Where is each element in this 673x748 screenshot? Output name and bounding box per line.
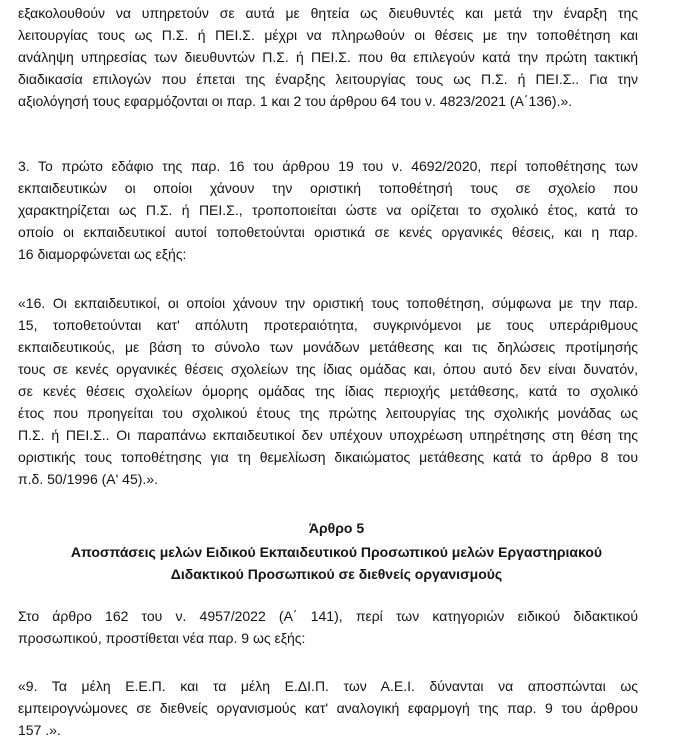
article-heading	[0, 517, 673, 539]
text-line: προσωπικού, προστίθεται νέα παρ. 9 ως εξής:	[18, 630, 306, 646]
text-line: «9. Τα μέλη Ε.Ε.Π. και τα μέλη Ε.ΔΙ.Π. των Α.Ε.Ι. δύνανται να αποσπώνται ως	[18, 678, 638, 694]
article-title-line: Διδακτικού Προσωπικού σε διεθνείς οργανισμούς	[170, 566, 503, 582]
text-line: Π.Σ. ή ΠΕΙ.Σ.. Οι παραπάνω εκπαιδευτικοί δεν υπέχουν υποχρέωση υπηρέτησης στη θέση της	[18, 427, 638, 443]
text-line: 157 .».	[18, 722, 61, 738]
paragraph-9-quote	[18, 675, 638, 741]
text-line: οποίο οι εκπαιδευτικοί αυτοί τοποθετούνται οριστικά σε κενές οργανικές θέσεις, και η παρ.	[18, 224, 638, 240]
paragraph-intro	[18, 2, 638, 112]
text-line: αξιολόγησή τους εφαρμόζονται οι παρ. 1 και 2 του άρθρου 64 του ν. 4823/2021 (Α΄136).».	[18, 93, 573, 109]
text-line: π.δ. 50/1996 (Α' 45).».	[18, 471, 158, 487]
text-line: «16. Οι εκπαιδευτικοί, οι οποίοι χάνουν την οριστική τους τοποθέτηση, σύμφωνα με την παρ.	[18, 295, 638, 311]
text-line: χαρακτηρίζεται ως Π.Σ. ή ΠΕΙ.Σ., τροποποιείται ώστε να ορίζεται το σχολικό έτος, κατά το	[18, 202, 638, 218]
paragraph-article-5	[18, 605, 638, 649]
text-line: 16 διαμορφώνεται ως εξής:	[18, 246, 187, 262]
text-line: τους σε κενές οργανικές θέσεις σχολείων της ίδιας ομάδας και, όπου αυτό δεν είναι δυνατόν,	[18, 361, 638, 377]
article-number: Άρθρο 5	[308, 520, 365, 536]
article-title	[0, 541, 673, 585]
text-line: διαδικασία επιλογών που έπεται της έναρξης λειτουργίας τους ως Π.Σ. ή ΠΕΙ.Σ.. Για την	[18, 71, 638, 87]
text-line: εκπαιδευτικούς, με βάση το σύνολο των μονάδων μετάθεσης και τις δηλώσεις προτίμησής	[18, 339, 638, 355]
paragraph-16-quote	[18, 292, 638, 490]
text-line: 3. Το πρώτο εδάφιο της παρ. 16 του άρθρου 19 του ν. 4692/2020, περί τοποθέτησης των	[18, 158, 638, 174]
article-title-line: Αποσπάσεις μελών Ειδικού Εκπαιδευτικού Προσωπικού μελών Εργαστηριακού	[70, 544, 603, 560]
paragraph-3	[18, 155, 638, 265]
text-line: έτος που προηγείται του σχολικού έτους της πρώτης λειτουργίας της σχολικής μονάδας ως	[18, 405, 638, 421]
text-line: εμπειρογνώμονες σε διεθνείς οργανισμούς κατ' αναλογική εφαρμογή της παρ. 9 του άρθρου	[18, 700, 638, 716]
text-line: οριστικής τους τοποθέτησης για τη θεμελίωση δικαιώματος μετάθεσης κατά το άρθρο 8 του	[18, 449, 638, 465]
text-line: εξακολουθούν να υπηρετούν σε αυτά με θητεία ως διευθυντές και μετά την έναρξη της	[18, 5, 638, 21]
text-line: Στο άρθρο 162 του ν. 4957/2022 (Α΄ 141), περί των κατηγοριών ειδικού διδακτικού	[18, 608, 638, 624]
text-line: ανάληψη υπηρεσίας των διευθυντών Π.Σ. ή ΠΕΙ.Σ. που θα επιλεγούν κατά την πρώτη τακτική	[18, 49, 638, 65]
text-line: εκπαιδευτικών οι οποίοι χάνουν την οριστική τοποθέτησή τους σε σχολείο που	[18, 180, 638, 196]
text-line: σε κενές θέσεις σχολείων όμορης ομάδας της ίδιας περιοχής μετάθεσης, κατά το σχολικό	[18, 383, 638, 399]
text-line: 15, τοποθετούνται κατ' απόλυτη προτεραιότητα, συγκρινόμενοι με τους υπεράριθμους	[18, 317, 638, 333]
text-line: λειτουργίας τους ως Π.Σ. ή ΠΕΙ.Σ. μέχρι να πληρωθούν οι θέσεις με την τοποθέτηση και	[18, 27, 638, 43]
